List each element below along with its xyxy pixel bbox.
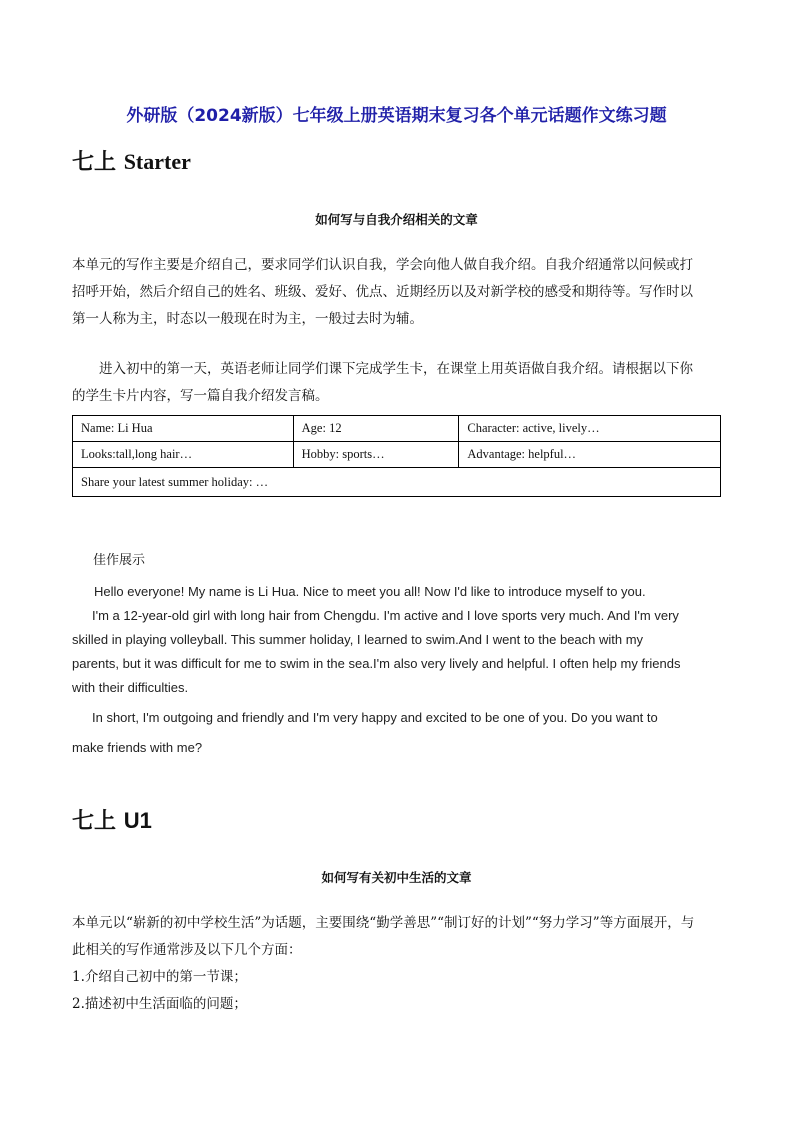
writing-task [72, 356, 722, 410]
intro-line: 第一人称为主，时态以一般现在时为主，一般过去时为辅。 [72, 311, 423, 327]
intro-line: 本单元的写作主要是介绍自己，要求同学们认识自我，学会向他人做自我介绍。自我介绍通常以问候或打 [72, 257, 693, 273]
table-cell-holiday: Share your latest summer holiday: … [73, 468, 721, 497]
section-heading-en: Starter [123, 149, 191, 174]
intro-line: 招呼开始，然后介绍自己的姓名、班级、爱好、优点、近期经历以及对新学校的感受和期待等。写作时以 [72, 284, 693, 300]
section-subtitle: 如何写与自我介绍相关的文章 [315, 212, 478, 227]
list-item: 2.描述初中生活面临的问题； [72, 996, 247, 1012]
list-item: 1.介绍自己初中的第一节课； [72, 969, 247, 985]
essay-line: with their difficulties. [72, 680, 189, 695]
document-title: 外研版（2024新版）七年级上册英语期末复习各个单元话题作文练习题 [126, 106, 667, 126]
essay-line: make friends with me? [72, 740, 203, 755]
task-line: 的学生卡片内容，写一篇自我介绍发言稿。 [72, 388, 329, 404]
essay-line: In short, I'm outgoing and friendly and I'm very happy and excited to be one of you. Do you want to [92, 710, 658, 725]
student-card-table [72, 415, 721, 497]
sample-essay [72, 580, 722, 763]
section-heading-cn: 七上 [72, 808, 117, 834]
intro-line: 此相关的写作通常涉及以下几个方面： [72, 942, 302, 958]
section-intro [72, 910, 722, 1018]
section-heading-en: U1 [123, 808, 152, 833]
table-row [73, 416, 721, 442]
essay-line: parents, but it was difficult for me to swim in the sea.I'm also very lively and helpful. I often help my friends [72, 656, 681, 671]
table-row [73, 442, 721, 468]
table-row [73, 468, 721, 497]
table-cell-advantage: Advantage: helpful… [459, 442, 721, 468]
table-cell-looks: Looks:tall,long hair… [73, 442, 294, 468]
table-cell-hobby: Hobby: sports… [293, 442, 459, 468]
section-subtitle: 如何写有关初中生活的文章 [321, 870, 472, 885]
task-line: 进入初中的第一天，英语老师让同学们课下完成学生卡，在课堂上用英语做自我介绍。请根据以下你 [99, 361, 693, 377]
table-cell-name: Name: Li Hua [73, 416, 294, 442]
sample-essay-label: 佳作展示 [93, 553, 146, 568]
intro-line: 本单元以“崭新的初中学校生活”为话题，主要围绕“勤学善思”“制订好的计划”“努力学习”等方面展开，与 [72, 915, 695, 931]
section-intro [72, 252, 722, 333]
section-heading-u1 [72, 804, 152, 835]
section-heading-starter [72, 145, 191, 176]
essay-line: skilled in playing volleyball. This summer holiday, I learned to swim.And I went to the beach with my [72, 632, 644, 647]
section-heading-cn: 七上 [72, 149, 117, 175]
essay-line: Hello everyone! My name is Li Hua. Nice to meet you all! Now I'd like to introduce myself to you. [94, 584, 646, 599]
table-cell-age: Age: 12 [293, 416, 459, 442]
essay-line: I'm a 12-year-old girl with long hair from Chengdu. I'm active and I love sports very much. And I'm very [92, 608, 679, 623]
table-cell-character: Character: active, lively… [459, 416, 721, 442]
